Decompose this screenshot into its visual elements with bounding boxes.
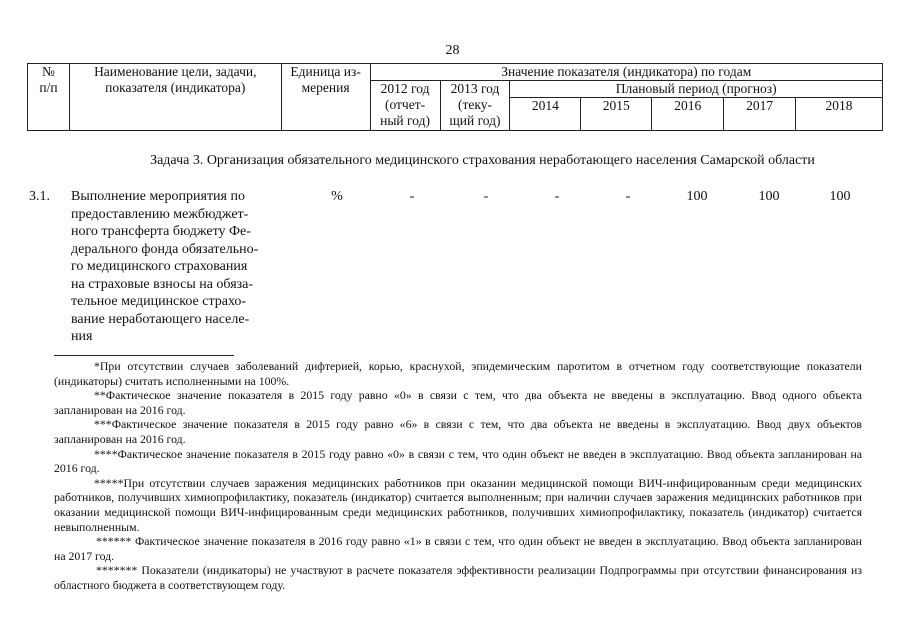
header-col-name-line1: Наименование цели, задачи,	[94, 64, 257, 79]
page-number: 28	[445, 43, 460, 58]
row-description-line: го медицинского страхования	[71, 259, 248, 274]
footnote-divider	[54, 355, 234, 356]
header-col-name-line2: показателя (индикатора)	[105, 80, 246, 95]
header-col-unit	[281, 64, 370, 131]
footnote: *****При отсутствии случаев заражения медицинских работников при оказании медицинской помощи ВИЧ-инфицированным среди медицинских работников, получивших химиопрофилактику, показатель (индикатор) считается выполненным; при наличии случаев заражения медицинских работников при оказании медицинской помощи ВИЧ-инфицированным среди медицинских работников, получивших химиопрофилактику, показатель (индикатор) считается невыполненным.	[54, 475, 862, 534]
row-value-2015: -	[625, 189, 631, 204]
row-description-line: Выполнение мероприятия по	[71, 189, 245, 204]
header-col-num-line2: п/п	[39, 80, 58, 95]
footnotes	[54, 359, 862, 593]
row-description-line: дерального фонда обязательно-	[71, 241, 259, 257]
footnote: ****Фактическое значение показателя в 2015 году равно «0» в связи с тем, что один объект не введен в эксплуатацию. Ввод объекта запланирован на 2016 год.	[54, 446, 862, 476]
row-value-2017: 100	[758, 189, 780, 204]
header-year-2012-line3: ный год)	[380, 113, 430, 128]
header-year-2017: 2017	[724, 98, 796, 131]
footnote: *При отсутствии случаев заболеваний дифтерией, корью, краснухой, эпидемическим паротитом в отчетном году соответствующие показатели (индикаторы) считать исполненными на 100%.	[54, 359, 862, 388]
row-number: 3.1.	[29, 189, 50, 204]
row-description	[71, 188, 282, 346]
task-title: Задача 3. Организация обязательного медицинского страхования неработающего населения Самарской области	[150, 153, 815, 168]
row-value-2016: 100	[686, 189, 708, 204]
indicator-table-header	[27, 63, 883, 131]
header-year-2013	[440, 81, 510, 131]
header-col-values: Значение показателя (индикатора) по годам	[370, 64, 882, 81]
row-value-2014: -	[554, 189, 560, 204]
row-value-2013: -	[483, 189, 489, 204]
footnote: ***Фактическое значение показателя в 2015 году равно «6» в связи с тем, что два объекта не введены в эксплуатацию. Ввод двух объектов запланирован на 2016 год.	[54, 417, 862, 446]
header-year-2013-line1: 2013 год	[450, 81, 500, 96]
row-description-line: ного трансферта бюджету Фе-	[71, 224, 251, 239]
header-col-name	[69, 64, 281, 131]
row-description-line: ния	[71, 329, 93, 344]
row-value-2018: 100	[829, 189, 851, 204]
header-year-2013-line3: щий год)	[449, 113, 501, 128]
row-unit: %	[331, 189, 343, 204]
footnote: **Фактическое значение показателя в 2015 году равно «0» в связи с тем, что два объекта не введены в эксплуатацию. Ввод одного объекта запланирован на 2016 год.	[54, 388, 862, 417]
header-col-num	[28, 64, 70, 131]
header-col-unit-line1: Единица из-	[290, 64, 361, 79]
header-year-2012-line1: 2012 год	[380, 81, 430, 96]
row-value-2012: -	[409, 189, 415, 204]
row-description-line: тельное медицинское страхо-	[71, 294, 247, 309]
header-year-2012-line2: (отчет-	[384, 97, 426, 112]
footnote: ******* Показатели (индикаторы) не участвуют в расчете показателя эффективности реализации Подпрограммы при отсутствии финансирования из областного бюджета в соответствующем году.	[54, 563, 862, 592]
header-year-2015: 2015	[581, 98, 652, 131]
row-description-line: на страховые взносы на обяза-	[71, 276, 254, 292]
header-col-num-line1: №	[42, 64, 55, 79]
header-year-2014: 2014	[510, 98, 581, 131]
header-year-2012	[370, 81, 440, 131]
row-description-line: предоставлению межбюджет-	[71, 206, 249, 222]
row-description-line: вание неработающего населе-	[71, 311, 250, 327]
header-plan-period: Плановый период (прогноз)	[510, 81, 883, 98]
header-year-2016: 2016	[652, 98, 724, 131]
footnote: ****** Фактическое значение показателя в 2016 году равно «1» в связи с тем, что один объект не введен в эксплуатацию. Ввод объекта запланирован на 2017 год.	[54, 534, 862, 563]
header-col-unit-line2: мерения	[301, 80, 350, 95]
header-year-2018: 2018	[796, 98, 883, 131]
header-year-2013-line2: (теку-	[457, 97, 492, 112]
